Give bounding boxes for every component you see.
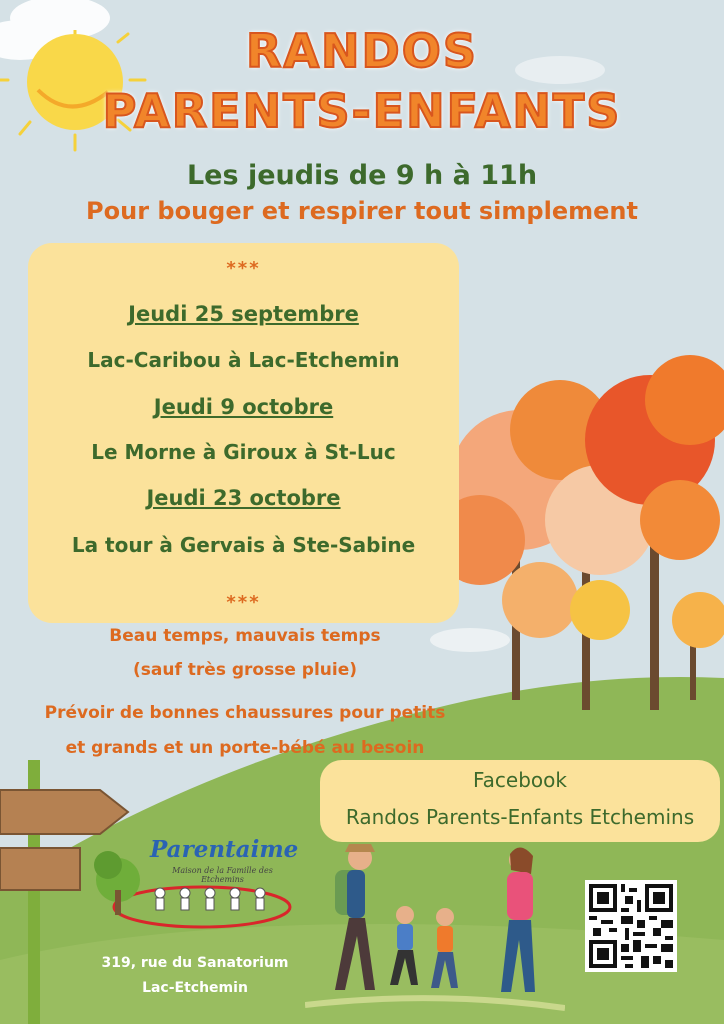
title-line-1: RANDOS [246, 24, 478, 78]
qr-code[interactable] [585, 880, 677, 972]
tagline-text: Pour bouger et respirer tout simplement [86, 197, 638, 225]
outings-card [28, 243, 459, 623]
separator-bottom: *** [226, 592, 261, 613]
outing-place: Lac-Caribou à Lac-Etchemin [87, 348, 400, 372]
logo-name: Parentaime [150, 836, 299, 863]
outing-date: Jeudi 23 octobre [146, 486, 341, 510]
note-line: Prévoir de bonnes chaussures pour petits [44, 703, 446, 723]
address-city: Lac-Etchemin [142, 980, 248, 996]
outing-date: Jeudi 9 octobre [153, 395, 334, 419]
family-hiking-illustration [305, 840, 565, 1020]
facebook-page-name[interactable]: Randos Parents-Enfants Etchemins [345, 805, 695, 829]
schedule-text: Les jeudis de 9 h à 11h [186, 160, 538, 191]
outing-place: La tour à Gervais à Ste-Sabine [71, 533, 416, 557]
title-line-2: PARENTS-ENFANTS [102, 84, 622, 138]
logo-tagline: Maison de la Famille des Etchemins [172, 866, 273, 884]
note-line: (sauf très grosse pluie) [133, 660, 357, 680]
address-street: 319, rue du Sanatorium [101, 955, 289, 971]
facebook-label[interactable]: Facebook [473, 768, 567, 792]
note-line: et grands et un porte-bébé au besoin [65, 738, 425, 758]
separator-top: *** [226, 258, 261, 279]
outing-date: Jeudi 25 septembre [128, 302, 359, 326]
note-line: Beau temps, mauvais temps [109, 626, 381, 646]
outing-place: Le Morne à Giroux à St-Luc [91, 440, 396, 464]
